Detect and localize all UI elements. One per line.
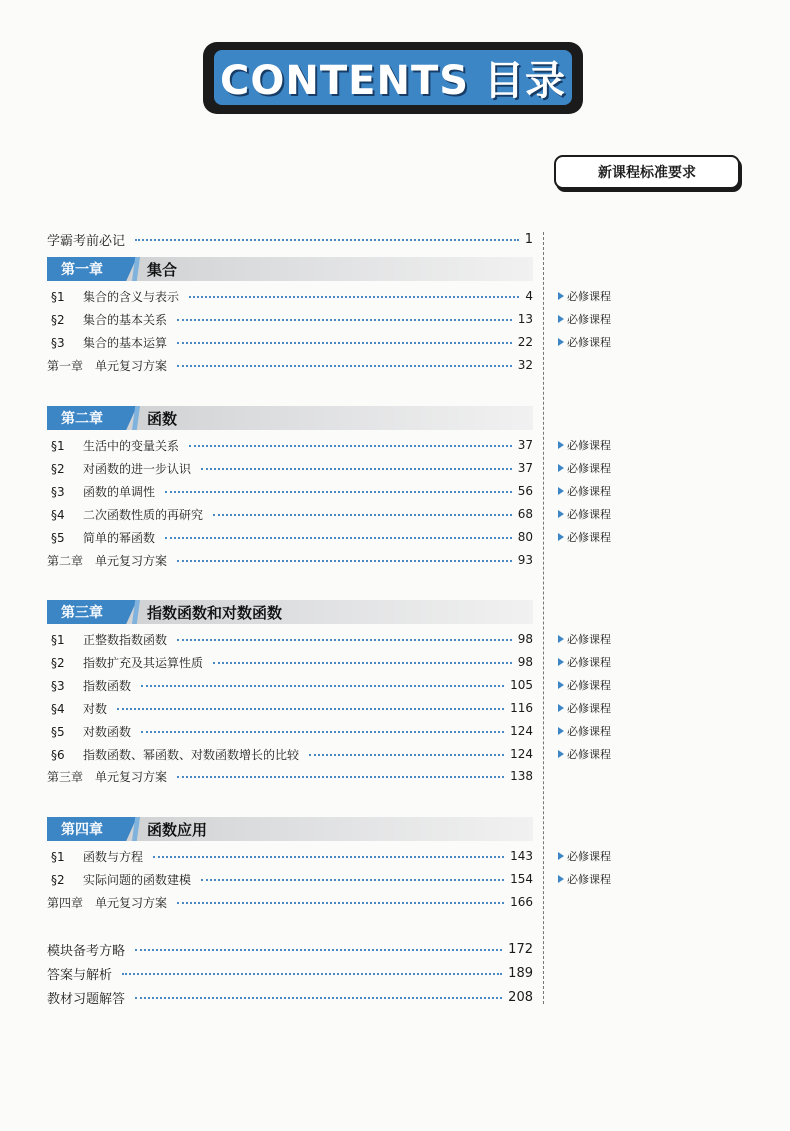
triangle-icon bbox=[558, 464, 564, 472]
section-number: §6 bbox=[51, 747, 65, 762]
leader-dots bbox=[177, 560, 512, 562]
chapter-header-3[interactable] bbox=[47, 600, 533, 624]
toc-entry-1-1[interactable] bbox=[51, 286, 533, 306]
section-page: 80 bbox=[517, 530, 533, 544]
section-title: 集合的含义与表示 bbox=[83, 289, 180, 304]
requirement-label: 必修课程 bbox=[567, 290, 611, 303]
triangle-icon bbox=[558, 441, 564, 449]
toc-entry-page: 172 bbox=[508, 941, 533, 957]
toc-entry-front[interactable] bbox=[47, 229, 533, 249]
toc-entry-2-2[interactable] bbox=[51, 458, 533, 478]
section-title: 简单的幂函数 bbox=[83, 530, 156, 545]
section-page: 116 bbox=[510, 701, 533, 715]
review-page: 32 bbox=[517, 358, 533, 372]
section-number: §3 bbox=[51, 678, 65, 693]
section-number: §3 bbox=[51, 335, 65, 350]
leader-dots bbox=[135, 997, 502, 999]
section-page: 13 bbox=[517, 312, 533, 326]
section-number: §5 bbox=[51, 724, 65, 739]
toc-entry-title: 答案与解析 bbox=[47, 967, 113, 983]
requirement-label: 必修课程 bbox=[567, 462, 611, 475]
toc-entry-2-1[interactable] bbox=[51, 435, 533, 455]
triangle-icon bbox=[558, 533, 564, 541]
toc-entry-3-review[interactable] bbox=[47, 766, 533, 786]
requirement-label: 必修课程 bbox=[567, 313, 611, 326]
requirement-tag bbox=[558, 700, 611, 716]
chapter-header-4[interactable] bbox=[47, 817, 533, 841]
leader-dots bbox=[177, 776, 504, 778]
triangle-icon bbox=[558, 704, 564, 712]
chapter-header-1[interactable] bbox=[47, 257, 533, 281]
section-title: 函数与方程 bbox=[83, 849, 144, 864]
toc-entry-3-6[interactable] bbox=[51, 744, 533, 764]
section-number: §3 bbox=[51, 484, 65, 499]
chapter-title: 集合 bbox=[147, 261, 178, 279]
requirement-tag bbox=[558, 723, 611, 739]
requirement-label: 必修课程 bbox=[567, 748, 611, 761]
requirement-label: 必修课程 bbox=[567, 679, 611, 692]
requirement-tag bbox=[558, 437, 611, 453]
section-title: 指数扩充及其运算性质 bbox=[83, 655, 204, 670]
toc-entry-3-3[interactable] bbox=[51, 675, 533, 695]
toc-entry-4-2[interactable] bbox=[51, 869, 533, 889]
requirement-label: 必修课程 bbox=[567, 439, 611, 452]
review-title: 第二章 单元复习方案 bbox=[47, 553, 168, 568]
section-page: 56 bbox=[517, 484, 533, 498]
section-number: §4 bbox=[51, 507, 65, 522]
triangle-icon bbox=[558, 658, 564, 666]
section-number: §1 bbox=[51, 849, 65, 864]
section-title: 对数 bbox=[83, 701, 108, 716]
review-page: 138 bbox=[510, 769, 533, 783]
leader-dots bbox=[135, 949, 502, 951]
toc-entry-4-review[interactable] bbox=[47, 892, 533, 912]
banner-title: CONTENTS 目录 bbox=[220, 58, 566, 104]
section-page: 154 bbox=[510, 872, 533, 886]
requirement-tag bbox=[558, 311, 611, 327]
requirement-tag bbox=[558, 460, 611, 476]
toc-entry-4-1[interactable] bbox=[51, 846, 533, 866]
leader-dots bbox=[189, 445, 512, 447]
section-page: 4 bbox=[525, 289, 533, 303]
triangle-icon bbox=[558, 315, 564, 323]
section-page: 37 bbox=[517, 461, 533, 475]
requirement-tag bbox=[558, 746, 611, 762]
triangle-icon bbox=[558, 727, 564, 735]
toc-entry-back-3[interactable] bbox=[47, 987, 533, 1007]
leader-dots bbox=[177, 342, 512, 344]
leader-dots bbox=[141, 731, 504, 733]
section-title: 二次函数性质的再研究 bbox=[83, 507, 204, 522]
triangle-icon bbox=[558, 681, 564, 689]
leader-dots bbox=[213, 514, 512, 516]
requirement-tag bbox=[558, 483, 611, 499]
toc-entry-title: 教材习题解答 bbox=[47, 991, 126, 1007]
requirement-tag bbox=[558, 848, 611, 864]
toc-entry-title: 模块备考方略 bbox=[47, 943, 126, 959]
leader-dots bbox=[165, 491, 512, 493]
section-number: §2 bbox=[51, 655, 65, 670]
toc-entry-3-1[interactable] bbox=[51, 629, 533, 649]
section-title: 正整数指数函数 bbox=[83, 632, 168, 647]
toc-entry-2-4[interactable] bbox=[51, 504, 533, 524]
section-title: 指数函数 bbox=[83, 678, 132, 693]
chapter-header-2[interactable] bbox=[47, 406, 533, 430]
review-title: 第一章 单元复习方案 bbox=[47, 358, 168, 373]
column-divider bbox=[543, 232, 544, 1004]
review-title: 第三章 单元复习方案 bbox=[47, 769, 168, 784]
standard-label: 新课程标准要求 bbox=[598, 165, 696, 181]
triangle-icon bbox=[558, 510, 564, 518]
review-title: 第四章 单元复习方案 bbox=[47, 895, 168, 910]
toc-entry-1-3[interactable] bbox=[51, 332, 533, 352]
contents-banner bbox=[203, 42, 583, 114]
toc-entry-page: 189 bbox=[508, 965, 533, 981]
leader-dots bbox=[177, 639, 512, 641]
requirement-tag bbox=[558, 334, 611, 350]
requirement-tag bbox=[558, 529, 611, 545]
requirement-tag bbox=[558, 288, 611, 304]
section-page: 37 bbox=[517, 438, 533, 452]
section-title: 实际问题的函数建模 bbox=[83, 872, 192, 887]
chapter-title: 指数函数和对数函数 bbox=[147, 604, 283, 622]
requirement-tag bbox=[558, 871, 611, 887]
toc-entry-1-review[interactable] bbox=[47, 355, 533, 375]
requirement-label: 必修课程 bbox=[567, 725, 611, 738]
section-title: 生活中的变量关系 bbox=[83, 438, 180, 453]
requirement-tag bbox=[558, 506, 611, 522]
review-page: 166 bbox=[510, 895, 533, 909]
toc-entry-title: 学霸考前必记 bbox=[47, 233, 126, 249]
toc-entry-2-review[interactable] bbox=[47, 550, 533, 570]
chapter-title: 函数 bbox=[147, 410, 178, 428]
chapter-title: 函数应用 bbox=[147, 821, 208, 839]
section-number: §2 bbox=[51, 461, 65, 476]
leader-dots bbox=[213, 662, 512, 664]
requirement-tag bbox=[558, 631, 611, 647]
requirement-label: 必修课程 bbox=[567, 336, 611, 349]
toc-entry-back-2[interactable] bbox=[47, 963, 533, 983]
section-page: 124 bbox=[510, 747, 533, 761]
toc-entry-3-4[interactable] bbox=[51, 698, 533, 718]
requirement-label: 必修课程 bbox=[567, 656, 611, 669]
leader-dots bbox=[165, 537, 512, 539]
requirement-tag bbox=[558, 654, 611, 670]
triangle-icon bbox=[558, 875, 564, 883]
requirement-label: 必修课程 bbox=[567, 633, 611, 646]
section-number: §2 bbox=[51, 872, 65, 887]
leader-dots bbox=[309, 754, 504, 756]
section-page: 68 bbox=[517, 507, 533, 521]
review-page: 93 bbox=[517, 553, 533, 567]
requirement-label: 必修课程 bbox=[567, 850, 611, 863]
section-page: 22 bbox=[517, 335, 533, 349]
section-title: 集合的基本关系 bbox=[83, 312, 168, 327]
toc-entry-2-3[interactable] bbox=[51, 481, 533, 501]
triangle-icon bbox=[558, 635, 564, 643]
chapter-tag-label: 第二章 bbox=[61, 411, 103, 427]
leader-dots bbox=[135, 239, 519, 241]
section-title: 函数的单调性 bbox=[83, 484, 156, 499]
section-page: 105 bbox=[510, 678, 533, 692]
leader-dots bbox=[189, 296, 519, 298]
leader-dots bbox=[153, 856, 504, 858]
chapter-tag-label: 第四章 bbox=[61, 822, 103, 838]
triangle-icon bbox=[558, 487, 564, 495]
toc-entry-3-2[interactable] bbox=[51, 652, 533, 672]
leader-dots bbox=[177, 365, 512, 367]
requirement-label: 必修课程 bbox=[567, 702, 611, 715]
requirement-label: 必修课程 bbox=[567, 873, 611, 886]
section-page: 124 bbox=[510, 724, 533, 738]
section-number: §5 bbox=[51, 530, 65, 545]
requirement-label: 必修课程 bbox=[567, 531, 611, 544]
leader-dots bbox=[201, 468, 512, 470]
chapter-tag-label: 第三章 bbox=[61, 605, 103, 621]
toc-entry-back-1[interactable] bbox=[47, 939, 533, 959]
toc-entry-1-2[interactable] bbox=[51, 309, 533, 329]
section-page: 98 bbox=[517, 632, 533, 646]
triangle-icon bbox=[558, 852, 564, 860]
standard-label-box bbox=[554, 155, 740, 189]
toc-entry-3-5[interactable] bbox=[51, 721, 533, 741]
section-page: 98 bbox=[517, 655, 533, 669]
section-number: §1 bbox=[51, 438, 65, 453]
toc-entry-2-5[interactable] bbox=[51, 527, 533, 547]
requirement-tag bbox=[558, 677, 611, 693]
requirement-label: 必修课程 bbox=[567, 508, 611, 521]
section-number: §1 bbox=[51, 289, 65, 304]
triangle-icon bbox=[558, 292, 564, 300]
requirement-label: 必修课程 bbox=[567, 485, 611, 498]
section-title: 指数函数、幂函数、对数函数增长的比较 bbox=[83, 747, 300, 762]
leader-dots bbox=[177, 902, 504, 904]
toc-entry-page: 1 bbox=[524, 231, 533, 247]
banner-inner bbox=[214, 50, 572, 105]
section-number: §4 bbox=[51, 701, 65, 716]
leader-dots bbox=[141, 685, 504, 687]
leader-dots bbox=[177, 319, 512, 321]
section-number: §2 bbox=[51, 312, 65, 327]
chapter-tag-label: 第一章 bbox=[61, 262, 103, 278]
leader-dots bbox=[201, 879, 504, 881]
section-title: 对函数的进一步认识 bbox=[83, 461, 192, 476]
triangle-icon bbox=[558, 750, 564, 758]
section-number: §1 bbox=[51, 632, 65, 647]
section-title: 集合的基本运算 bbox=[83, 335, 168, 350]
section-page: 143 bbox=[510, 849, 533, 863]
section-title: 对数函数 bbox=[83, 724, 132, 739]
leader-dots bbox=[117, 708, 504, 710]
toc-entry-page: 208 bbox=[508, 989, 533, 1005]
leader-dots bbox=[122, 973, 502, 975]
triangle-icon bbox=[558, 338, 564, 346]
